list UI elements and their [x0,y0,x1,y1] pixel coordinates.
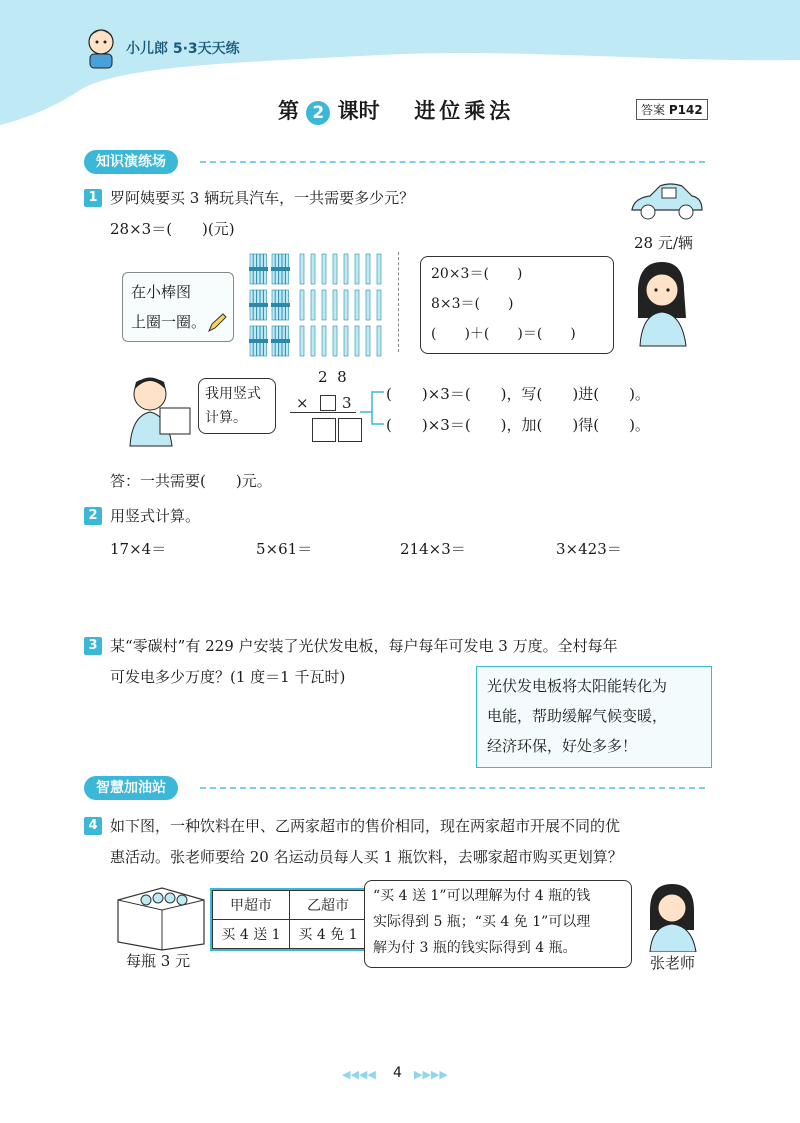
box-price-label: 每瓶 3 元 [126,952,191,970]
toy-car-icon [626,180,706,229]
lesson-prefix: 第 [278,99,299,123]
note-line-2: 电能，帮助缓解气候变暖， [487,707,668,725]
ten-stick-bundle[interactable] [271,254,290,284]
boy-bubble [198,378,276,434]
q2-problem-3: 214×3＝ [400,540,466,558]
section-divider-2 [200,787,705,789]
single-stick[interactable] [333,326,337,356]
page-number: 4 [393,1065,402,1081]
calc-bubble [420,256,614,354]
footer-arrows-right: ▶▶▶▶ [414,1068,448,1081]
single-stick[interactable] [344,326,348,356]
teacher-line-2: 实际得到 5 瓶；“买 4 免 1”可以理 [373,914,591,930]
q2-problem-2: 5×61＝ [256,540,313,558]
single-stick[interactable] [311,290,315,320]
single-stick[interactable] [322,290,326,320]
single-stick[interactable] [377,290,381,320]
q4-line-1: 如下图，一种饮料在甲、乙两家超市的售价相同，现在两家超市开展不同的优 [110,817,621,835]
teacher-label: 张老师 [650,954,696,972]
section-bonus: 智慧加油站 [84,776,178,800]
teacher-line-3: 解为付 3 瓶的钱实际得到 4 瓶。 [373,940,577,956]
lesson-number-badge: 2 [306,101,330,125]
q2-text: 用竖式计算。 [110,507,201,525]
single-stick[interactable] [300,326,304,356]
single-stick[interactable] [333,254,337,284]
market-table [212,890,367,949]
q3-line-1: 某“零碳村”有 229 户安装了光伏发电板，每户每年可发电 3 万度。全村每年 [110,637,618,655]
q4-number: 4 [84,817,102,835]
single-stick[interactable] [322,326,326,356]
ten-stick-bundle[interactable] [271,290,290,320]
car-price: 28 元/辆 [634,234,693,252]
single-stick[interactable] [311,326,315,356]
single-stick[interactable] [355,326,359,356]
answer-page: P142 [668,103,703,117]
calc-line-1: 20×3＝( ) [431,266,523,282]
q2-number: 2 [84,507,102,525]
q1-text: 罗阿姨要买 3 辆玩具汽车，一共需要多少元？ [110,189,415,207]
q4-line-2: 惠活动。张老师要给 20 名运动员每人买 1 瓶饮料，去哪家超市购买更划算？ [110,848,623,866]
single-stick[interactable] [355,254,359,284]
section-divider [200,161,705,163]
single-stick[interactable] [311,254,315,284]
teacher-line-1: “买 4 送 1”可以理解为付 4 瓶的钱 [373,888,591,904]
teacher-bubble [364,880,632,968]
answer-label: 答案 [641,103,666,117]
step-line-1: ( )×3＝( )，写( )进( )。 [386,385,650,403]
section-practice: 知识演练场 [84,150,178,174]
vertical-rule [290,412,356,413]
q2-problem-4: 3×423＝ [556,540,622,558]
calc-line-2: 8×3＝( ) [431,296,514,312]
vertical-top: 2 8 [318,368,347,386]
market-jia-offer: 买 4 送 1 [213,920,290,949]
pencil-icon [206,312,228,338]
brand-title: 小儿郎 5·3天天练 [126,41,240,57]
lesson-topic: 进位乘法 [414,99,515,123]
note-line-3: 经济环保，好处多多！ [487,737,638,755]
market-yi-header: 乙超市 [290,891,367,920]
mascot-icon [82,26,120,70]
single-stick[interactable] [344,254,348,284]
single-stick[interactable] [366,254,370,284]
drink-box-icon [112,880,208,956]
lesson-suffix: 课时 [337,99,380,123]
instruction-line-2: 上圈一圈。 [131,313,207,331]
instruction-line-1: 在小棒图 [131,283,192,301]
single-stick[interactable] [322,254,326,284]
lesson-title [278,95,514,125]
single-stick[interactable] [300,290,304,320]
q1-answer: 答：一共需要( )元。 [110,472,272,490]
q3-number: 3 [84,637,102,655]
ten-stick-bundle[interactable] [271,326,290,356]
girl-avatar [620,258,700,352]
single-stick[interactable] [344,290,348,320]
q1-formula: 28×3＝( )(元) [110,220,235,238]
step-arrows [360,384,386,434]
vertical-mult-sign: × [296,394,309,412]
market-yi-offer: 买 4 免 1 [290,920,367,949]
vertical-bottom: 3 [342,394,352,412]
single-stick[interactable] [300,254,304,284]
ten-stick-bundle[interactable] [249,326,268,356]
vertical-blank-top[interactable] [320,395,336,411]
answer-blank-ones[interactable] [338,418,362,442]
teacher-avatar [636,880,706,956]
boy-line-2: 计算。 [205,410,247,426]
single-stick[interactable] [366,290,370,320]
ten-stick-bundle[interactable] [249,290,268,320]
q3-line-2: 可发电多少万度？(1 度＝1 千瓦时) [110,668,346,686]
step-line-2: ( )×3＝( )，加( )得( )。 [386,416,650,434]
single-stick[interactable] [333,290,337,320]
footer-arrows-left: ◀◀◀◀ [342,1068,376,1081]
market-jia-header: 甲超市 [213,891,290,920]
stick-bundles[interactable] [246,250,396,360]
single-stick[interactable] [355,290,359,320]
q2-problem-1: 17×4＝ [110,540,167,558]
boy-line-1: 我用竖式 [205,386,261,402]
ten-stick-bundle[interactable] [249,254,268,284]
single-stick[interactable] [377,326,381,356]
calc-line-3: ( )＋( )＝( ) [431,326,576,342]
single-stick[interactable] [377,254,381,284]
single-stick[interactable] [366,326,370,356]
q3-note-card [476,666,712,768]
note-line-1: 光伏发电板将太阳能转化为 [487,677,668,695]
boy-avatar [120,368,200,452]
q1-number: 1 [84,189,102,207]
market-table-frame [210,888,369,951]
answer-ref[interactable] [636,99,708,120]
vertical-divider [398,252,399,352]
answer-blank-tens[interactable] [312,418,336,442]
